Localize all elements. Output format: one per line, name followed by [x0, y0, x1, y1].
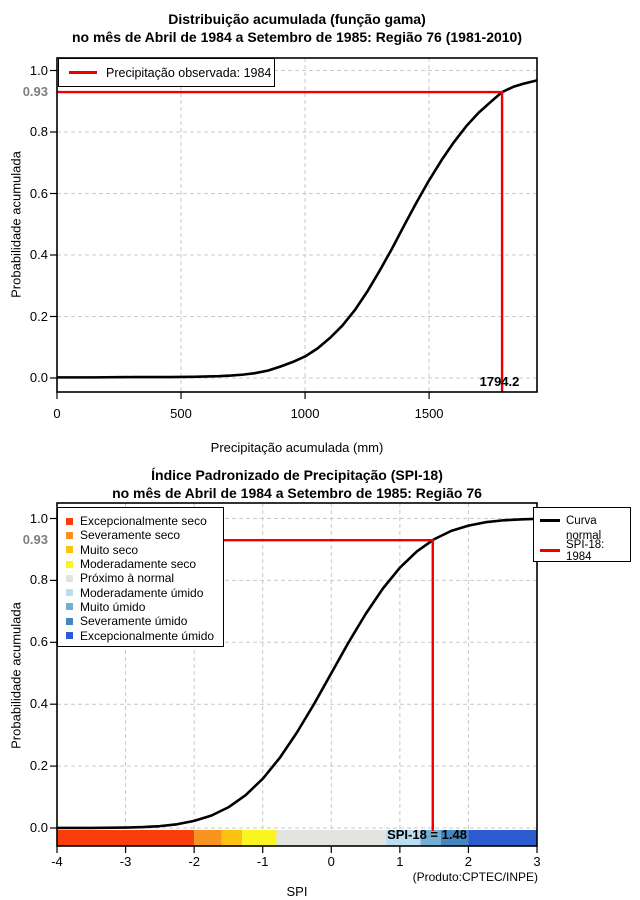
- category-legend-item: [58, 614, 223, 628]
- series-legend-curve-line1: Curva: [566, 514, 597, 527]
- x-tick-label: 1: [396, 854, 404, 869]
- chart1-x-axis-title: Precipitação acumulada (mm): [210, 440, 384, 455]
- x-tick-label: -1: [256, 854, 269, 869]
- category-legend-label: Moderadamente úmido: [80, 585, 204, 600]
- series-legend-curve-line2: normal: [566, 529, 602, 542]
- category-legend-item: [58, 585, 223, 599]
- category-legend-item: [58, 600, 223, 614]
- category-color-swatch-icon: [66, 589, 73, 596]
- chart2-product-credit: (Produto:CPTEC/INPE): [412, 870, 538, 884]
- chart1-marker-prob-label: 0.93: [22, 84, 48, 99]
- category-color-swatch-icon: [66, 518, 73, 525]
- category-legend-item: [58, 543, 223, 557]
- x-tick-label: -2: [188, 854, 200, 869]
- category-legend-label: Muito úmido: [80, 599, 146, 614]
- chart1-legend-label: Precipitação observada: 1984: [106, 65, 272, 80]
- category-legend-label: Excepcionalmente úmido: [80, 628, 215, 643]
- chart2-categories-legend: [57, 507, 224, 647]
- y-tick-label: 1.0: [29, 62, 48, 78]
- chart1-y-axis-title: Probabilidade acumulada: [8, 151, 24, 298]
- x-tick-label: 0: [53, 406, 61, 421]
- x-tick-label: 2: [464, 854, 473, 869]
- category-color-swatch-icon: [66, 632, 73, 639]
- y-tick-label: 0.0: [29, 370, 48, 385]
- category-legend-item: [58, 628, 223, 642]
- category-color-swatch-icon: [66, 546, 73, 553]
- y-tick-label: 0.2: [29, 758, 48, 774]
- chart1-subtitle: no mês de Abril de 1984 a Setembro de 1985: Região 76 (1981-2010): [71, 29, 523, 45]
- category-color-swatch-icon: [66, 532, 73, 539]
- y-tick-label: 0.4: [29, 247, 48, 262]
- category-legend-label: Severamente úmido: [80, 614, 188, 629]
- black-line-sample-icon: [540, 519, 560, 522]
- chart1-legend: [58, 58, 275, 87]
- series-legend-spi-label: SPI-18: 1984: [566, 538, 605, 563]
- chart1-marker-value-label: 1794.2: [479, 374, 520, 389]
- category-legend-label: Moderadamente seco: [80, 557, 197, 572]
- red-line-sample-icon: [69, 71, 97, 74]
- x-tick-label: 3: [533, 854, 541, 869]
- chart1-title: Distribuição acumulada (função gama): [168, 11, 426, 27]
- y-tick-label: 0.2: [29, 308, 48, 324]
- category-legend-item: [58, 557, 223, 571]
- category-legend-label: Severamente seco: [80, 528, 181, 543]
- x-tick-label: -4: [51, 854, 63, 869]
- chart2-subtitle: no mês de Abril de 1984 a Setembro de 1985: Região 76: [112, 485, 482, 501]
- x-tick-label: 1000: [290, 406, 320, 421]
- x-tick-label: 500: [170, 406, 192, 421]
- chart2-title: Índice Padronizado de Precipitação (SPI-18): [151, 467, 443, 483]
- y-tick-label: 1.0: [29, 510, 48, 526]
- chart2-marker-prob-label: 0.93: [22, 532, 48, 547]
- category-legend-label: Muito seco: [80, 542, 139, 557]
- x-tick-label: -3: [119, 854, 132, 869]
- y-tick-label: 0.6: [29, 634, 48, 650]
- y-tick-label: 0.6: [29, 185, 48, 201]
- category-legend-item: [58, 528, 223, 542]
- category-legend-item: [58, 571, 223, 585]
- chart2-y-axis-title: Probabilidade acumulada: [8, 602, 24, 749]
- y-tick-label: 0.8: [29, 572, 48, 588]
- x-tick-label: 0: [327, 854, 335, 869]
- category-color-swatch-icon: [66, 603, 73, 610]
- category-legend-label: Próximo à normal: [80, 571, 175, 586]
- chart2-series-legend: [533, 507, 631, 562]
- category-legend-label: Excepcionalmente seco: [80, 514, 207, 529]
- category-color-swatch-icon: [66, 618, 73, 625]
- category-legend-item: [58, 514, 223, 528]
- category-color-swatch-icon: [66, 561, 73, 568]
- chart2-x-axis-title: SPI: [286, 884, 308, 899]
- red-line-sample-icon: [540, 549, 560, 552]
- category-color-swatch-icon: [66, 575, 73, 582]
- y-tick-label: 0.4: [29, 696, 48, 712]
- y-tick-label: 0.0: [29, 820, 48, 835]
- x-tick-label: 1500: [414, 406, 444, 421]
- chart2-spi-annotation: SPI-18 = 1.48: [387, 827, 467, 842]
- y-tick-label: 0.8: [29, 124, 48, 139]
